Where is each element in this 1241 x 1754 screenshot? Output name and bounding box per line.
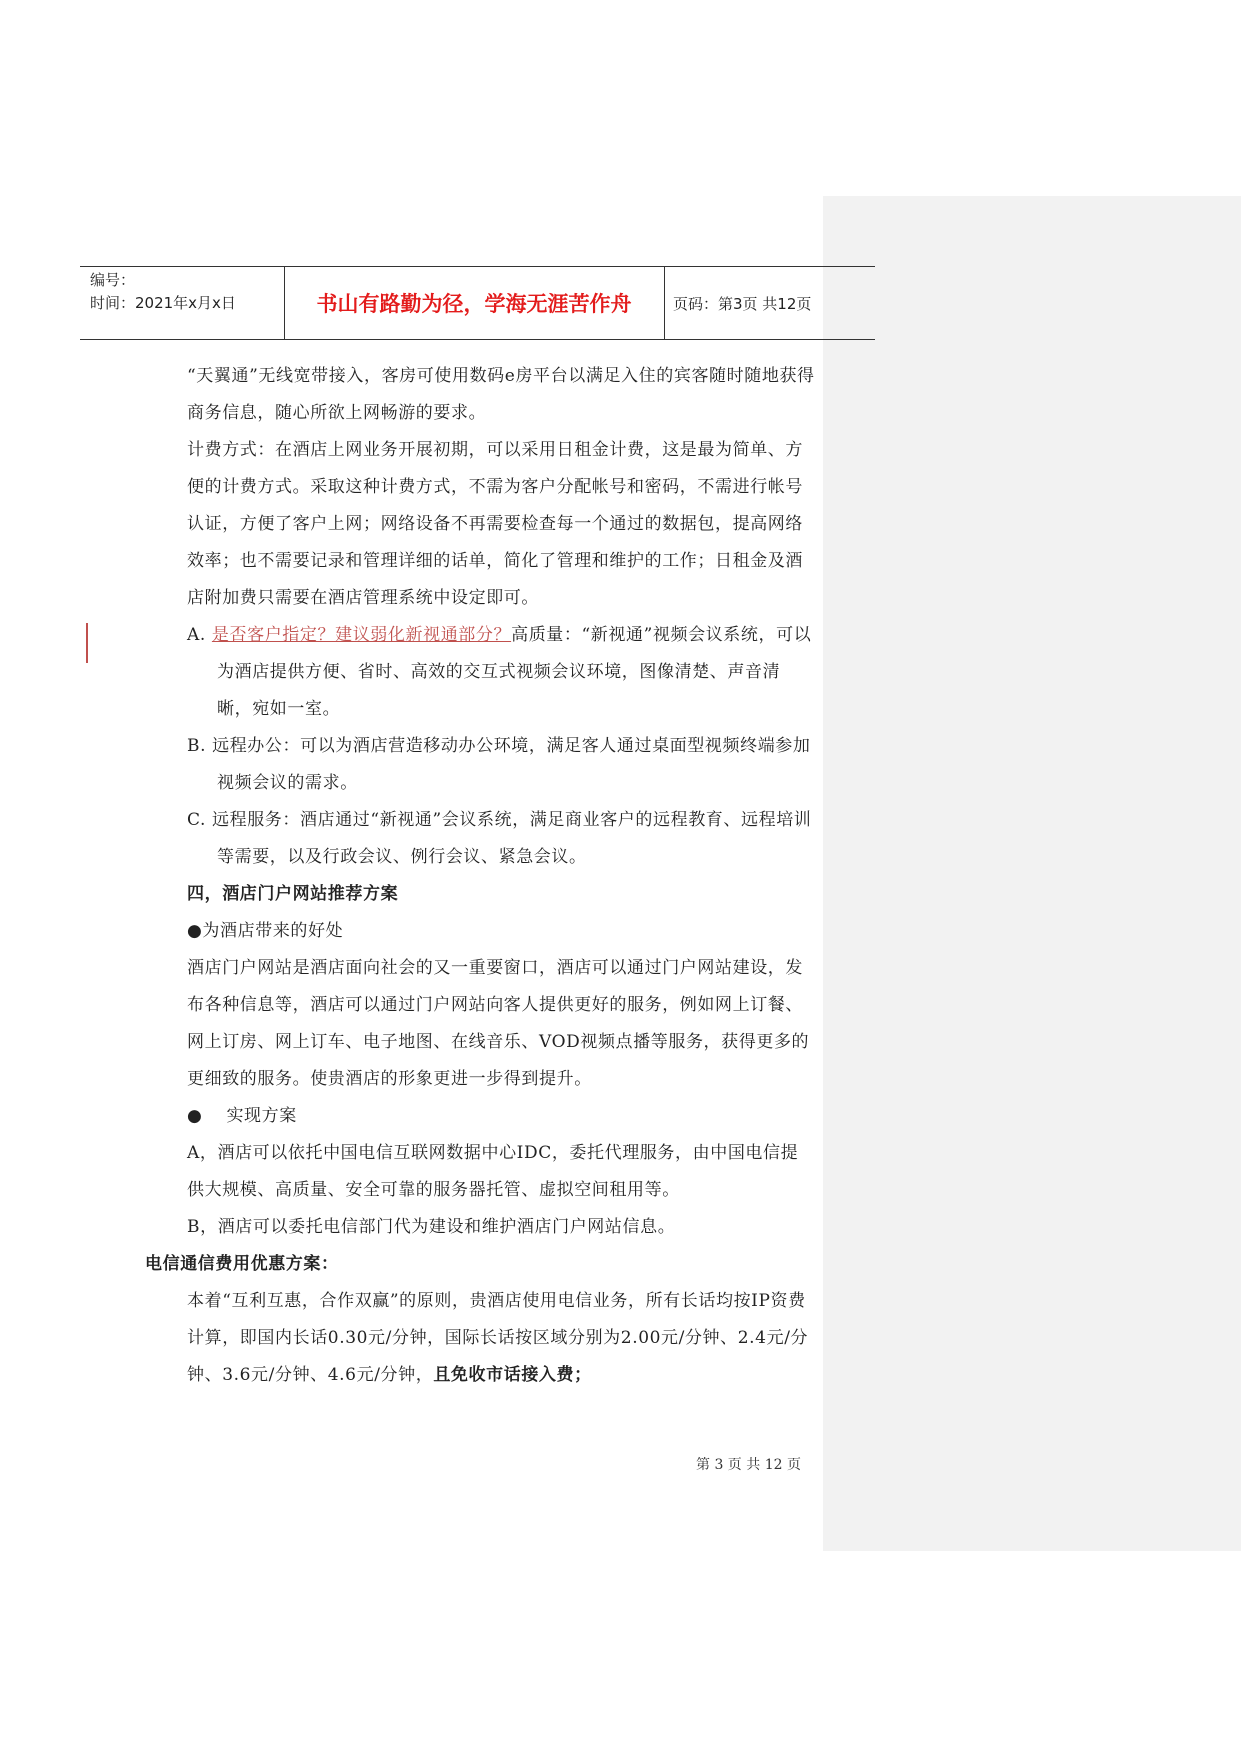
list-marker-a: A.	[187, 625, 206, 645]
document-body	[145, 358, 815, 1394]
header-motto: 书山有路勤为径，学海无涯苦作舟	[284, 267, 665, 339]
discount-bold-text: 且免收市话接入费；	[433, 1365, 592, 1385]
page-footer: 第 3 页 共 12 页	[696, 1457, 801, 1473]
paragraph-discount	[187, 1283, 815, 1394]
section-heading-discount: 电信通信费用优惠方案：	[145, 1254, 339, 1274]
bullet-implementation: ● 实现方案	[187, 1106, 297, 1126]
section-heading-portal: 四，酒店门户网站推荐方案	[187, 884, 399, 904]
paragraph-option-a: A，酒店可以依托中国电信互联网数据中心IDC，委托代理服务，由中国电信提供大规模、高质量、安全可靠的服务器托管、虚拟空间租用等。	[187, 1143, 799, 1200]
paragraph-billing: 计费方式：在酒店上网业务开展初期，可以采用日租金计费，这是最为简单、方便的计费方式。采取这种计费方式，不需为客户分配帐号和密码，不需进行帐号认证，方便了客户上网；网络设备不再需要检查每一个通过的数据包，提高网络效率；也不需要记录和管理详细的话单，简化了管理和维护的工作；日租金及酒店附加费只需要在酒店管理系统中设定即可。	[187, 440, 803, 608]
list-item-c: C. 远程服务：酒店通过“新视通”会议系统，满足商业客户的远程教育、远程培训等需要，以及行政会议、例行会议、紧急会议。	[187, 810, 812, 867]
header-left-cell	[80, 267, 285, 339]
document-number-label: 编号：	[90, 271, 136, 289]
page-header	[80, 266, 875, 340]
paragraph-tianyitong: “天翼通”无线宽带接入，客房可使用数码e房平台以满足入住的宾客随时随地获得商务信息，随心所欲上网畅游的要求。	[187, 366, 815, 423]
paragraph-option-b: B，酒店可以委托电信部门代为建设和维护酒店门户网站信息。	[187, 1217, 676, 1237]
list-item-a	[187, 617, 815, 728]
review-comment-anchor[interactable]: 是否客户指定？建议弱化新视通部分？	[211, 625, 512, 645]
bullet-benefits: ●为酒店带来的好处	[187, 921, 344, 941]
list-item-b: B. 远程办公：可以为酒店营造移动办公环境，满足客人通过桌面型视频终端参加视频会议的需求。	[187, 736, 811, 793]
revision-change-bar	[86, 623, 88, 663]
header-page-info: 页码：第3页 共12页	[673, 294, 812, 313]
paragraph-portal: 酒店门户网站是酒店面向社会的又一重要窗口，酒店可以通过门户网站建设，发布各种信息等，酒店可以通过门户网站向客人提供更好的服务，例如网上订餐、网上订房、网上订车、电子地图、在线音乐、VOD视频点播等服务，获得更多的更细致的服务。使贵酒店的形象更进一步得到提升。	[187, 958, 810, 1089]
discount-text: 本着“互利互惠，合作双赢”的原则，贵酒店使用电信业务，所有长话均按IP资费计算，即国内长话0.30元/分钟，国际长话按区域分别为2.00元/分钟、2.4元/分钟、3.6元/分钟、4.6元/分钟，	[187, 1291, 809, 1385]
comment-margin-pane	[823, 196, 1241, 1551]
document-time-label: 时间：2021年x月x日	[90, 294, 236, 312]
list-item-a-text: 高质量：“新视通”视频会议系统，可以为酒店提供方便、省时、高效的交互式视频会议环境，图像清楚、声音清晰，宛如一室。	[217, 625, 812, 719]
